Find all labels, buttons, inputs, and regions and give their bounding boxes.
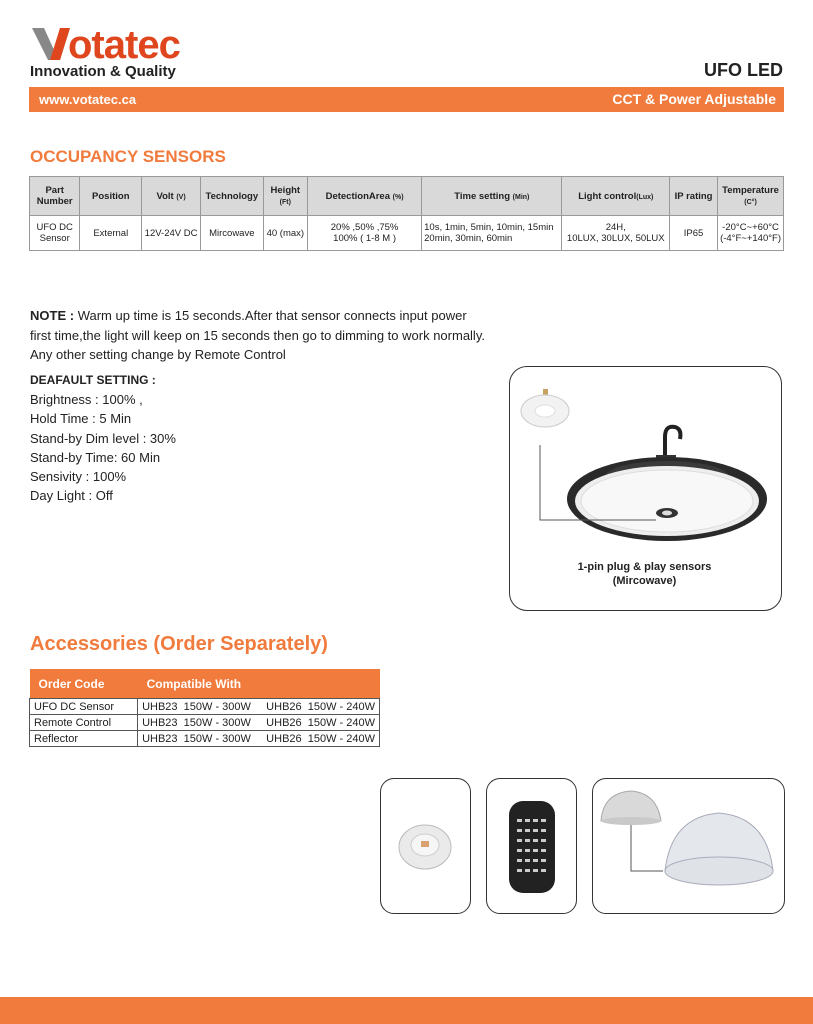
- cell-light: 24H, 10LUX, 30LUX, 50LUX: [562, 216, 670, 251]
- col-ip: IP rating: [670, 177, 718, 216]
- cell-compatible: UHB23 150W - 300W UHB26 150W - 240W: [138, 715, 380, 731]
- default-setting-title: DEAFAULT SETTING :: [30, 373, 156, 387]
- svg-text:otatec: otatec: [68, 23, 180, 62]
- list-item: Sensivity : 100%: [30, 469, 127, 485]
- product-subtitle: CCT & Power Adjustable: [612, 91, 776, 107]
- col-temperature: Temperature (C°): [718, 177, 784, 216]
- cell-part: UFO DC Sensor: [30, 216, 80, 251]
- cell-ip: IP65: [670, 216, 718, 251]
- cell-order-code: Remote Control: [30, 715, 138, 731]
- col-position: Position: [80, 177, 142, 216]
- cell-detection: 20% ,50% ,75% 100% ( 1-8 M ): [308, 216, 422, 251]
- col-order-code: Order Code: [30, 669, 138, 699]
- col-height: Height (Ft): [263, 177, 307, 216]
- cell-time: 10s, 1min, 5min, 10min, 15min 20min, 30min, 60min: [422, 216, 562, 251]
- cell-compatible: UHB23 150W - 300W UHB26 150W - 240W: [138, 731, 380, 747]
- default-setting-list: [30, 390, 176, 506]
- list-item: Stand-by Time: 60 Min: [30, 449, 161, 465]
- remote-control-image: [486, 778, 577, 914]
- list-item: Hold Time : 5 Min: [30, 411, 132, 427]
- col-technology: Technology: [200, 177, 263, 216]
- col-time: Time setting (Min): [422, 177, 562, 216]
- footer-bar: [0, 997, 813, 1024]
- website-link[interactable]: www.votatec.ca: [39, 92, 137, 107]
- section-title-accessories: Accessories (Order Separately): [30, 633, 328, 655]
- tagline: Innovation & Quality: [30, 63, 176, 80]
- col-volt: Volt (V): [142, 177, 201, 216]
- cell-position: External: [80, 216, 142, 251]
- table-row: [30, 731, 380, 747]
- list-item: Brightness : 100% ,: [30, 392, 143, 407]
- header-bar: [29, 87, 784, 112]
- table-header-row: [30, 669, 380, 699]
- sensor-spec-table: [29, 176, 784, 251]
- cell-volt: 12V-24V DC: [142, 216, 201, 251]
- cell-order-code: Reflector: [30, 731, 138, 747]
- table-row: [30, 699, 380, 715]
- col-light: Light control(Lux): [562, 177, 670, 216]
- table-row: [30, 216, 784, 251]
- ufo-light-illustration: [510, 367, 781, 567]
- brand-logo: [30, 14, 220, 62]
- note-label: NOTE :: [30, 308, 75, 323]
- section-title-occupancy: OCCUPANCY SENSORS: [30, 147, 226, 166]
- col-part-number: Part Number: [30, 177, 80, 216]
- col-detection: DetectionArea (%): [308, 177, 422, 216]
- cell-technology: Mircowave: [200, 216, 263, 251]
- cell-temperature: -20°C~+60°C (-4°F~+140°F): [718, 216, 784, 251]
- note-text: NOTE : Warm up time is 15 seconds.After that sensor connects input power first time,the light will keep on 15 seconds then go to dimming to work normally. Any other setting change by Remote Control: [30, 308, 485, 362]
- col-compatible-with: Compatible With: [138, 669, 380, 699]
- table-row: [30, 715, 380, 731]
- list-item: Stand-by Dim level : 30%: [30, 430, 176, 446]
- table-header-row: [30, 177, 784, 216]
- sensor-accessory-image: [380, 778, 471, 914]
- sensor-caption: 1-pin plug & play sensors (Mircowave): [577, 561, 712, 587]
- cell-height: 40 (max): [263, 216, 307, 251]
- list-item: Day Light : Off: [30, 488, 113, 504]
- reflector-image: [592, 778, 785, 914]
- cell-order-code: UFO DC Sensor: [30, 699, 138, 715]
- product-title: UFO LED: [704, 60, 783, 80]
- cell-compatible: UHB23 150W - 300W UHB26 150W - 240W: [138, 699, 380, 715]
- accessories-table: [29, 669, 380, 747]
